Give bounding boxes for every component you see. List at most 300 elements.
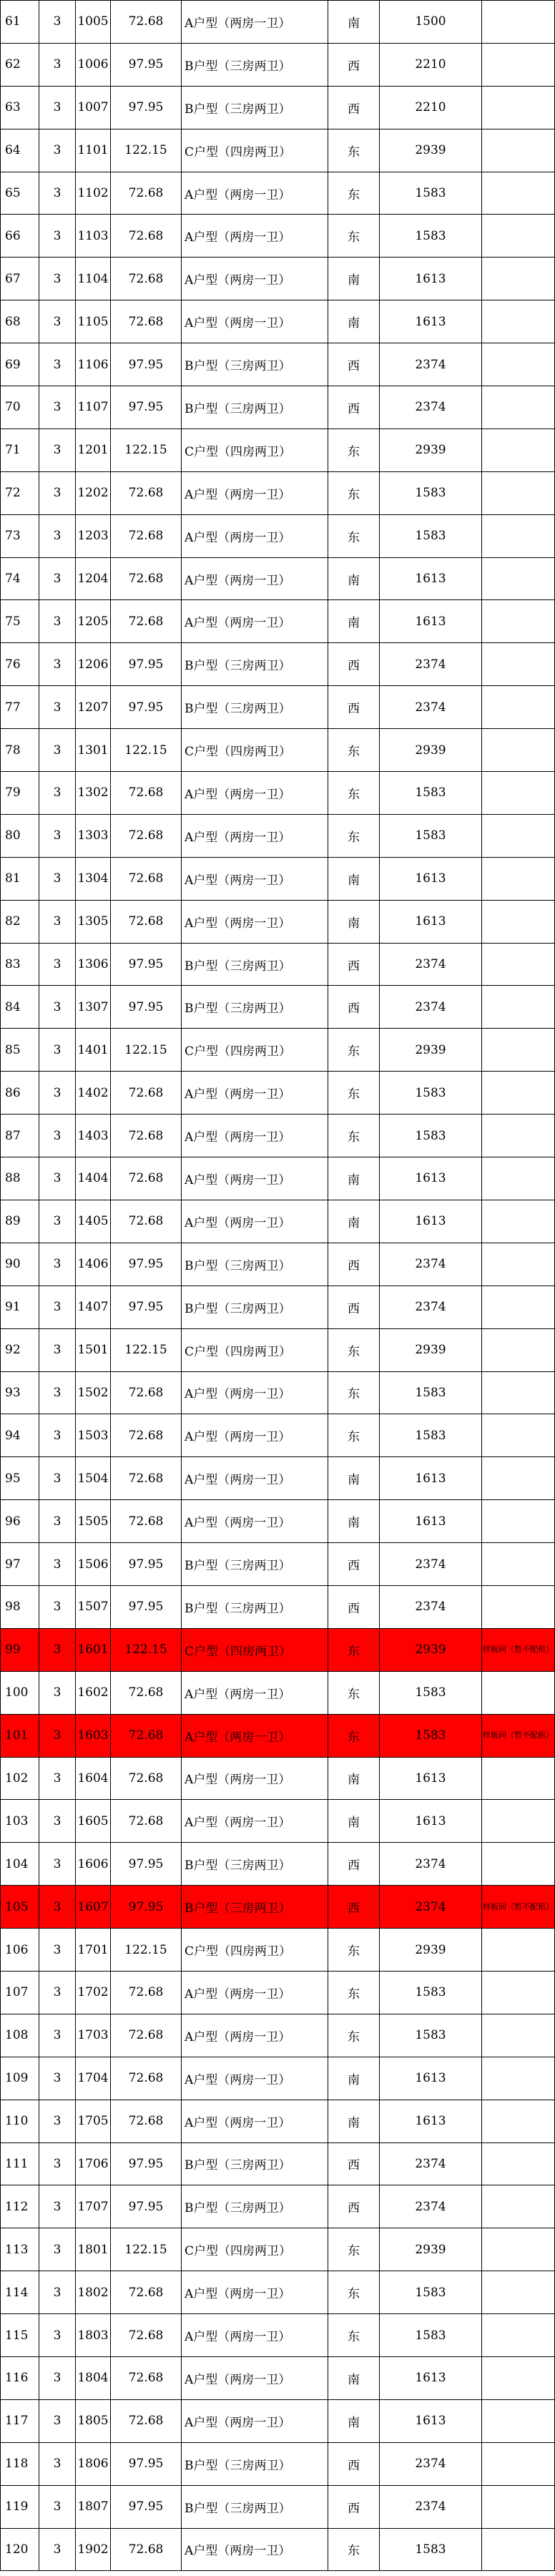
cell-note [482, 428, 555, 471]
cell-index: 117 [1, 2399, 39, 2442]
cell-area: 72.68 [111, 1200, 182, 1243]
cell-unit-type: A户型（两房一卫） [182, 1714, 328, 1757]
table-row [1, 300, 555, 343]
cell-building: 3 [39, 1457, 76, 1500]
cell-area: 72.68 [111, 2100, 182, 2142]
cell-index: 99 [1, 1628, 39, 1671]
cell-room: 1602 [76, 1671, 111, 1714]
cell-building: 3 [39, 986, 76, 1029]
cell-building: 3 [39, 1929, 76, 1972]
cell-building: 3 [39, 258, 76, 300]
cell-building: 3 [39, 2399, 76, 2442]
table-body [1, 1, 555, 2571]
cell-rent: 1583 [380, 814, 482, 857]
cell-room: 1403 [76, 1115, 111, 1157]
cell-room: 1705 [76, 2100, 111, 2142]
cell-note [482, 2485, 555, 2528]
cell-building: 3 [39, 1029, 76, 1072]
cell-orientation: 东 [328, 129, 380, 172]
cell-area: 72.68 [111, 1457, 182, 1500]
cell-index: 64 [1, 129, 39, 172]
cell-unit-type: B户型（三房两卫） [182, 643, 328, 686]
cell-orientation: 西 [328, 343, 380, 386]
cell-room: 1005 [76, 1, 111, 44]
cell-index: 82 [1, 900, 39, 943]
cell-building: 3 [39, 2356, 76, 2399]
cell-room: 1103 [76, 215, 111, 258]
cell-rent: 2374 [380, 643, 482, 686]
cell-note [482, 300, 555, 343]
cell-building: 3 [39, 643, 76, 686]
table-row [1, 986, 555, 1029]
cell-room: 1405 [76, 1200, 111, 1243]
cell-building: 3 [39, 1157, 76, 1200]
cell-index: 89 [1, 1200, 39, 1243]
cell-room: 1302 [76, 772, 111, 815]
cell-room: 1106 [76, 343, 111, 386]
cell-index: 109 [1, 2057, 39, 2100]
table-row [1, 2057, 555, 2100]
table-row [1, 1157, 555, 1200]
table-row [1, 1971, 555, 2014]
cell-index: 88 [1, 1157, 39, 1200]
cell-orientation: 西 [328, 1843, 380, 1886]
cell-orientation: 南 [328, 1800, 380, 1843]
cell-note [482, 43, 555, 86]
cell-unit-type: B户型（三房两卫） [182, 1285, 328, 1328]
cell-index: 80 [1, 814, 39, 857]
cell-area: 122.15 [111, 1029, 182, 1072]
table-row [1, 2528, 555, 2571]
cell-area: 72.68 [111, 1157, 182, 1200]
cell-note [482, 986, 555, 1029]
cell-note [482, 1157, 555, 1200]
cell-building: 3 [39, 1328, 76, 1371]
cell-area: 72.68 [111, 215, 182, 258]
cell-orientation: 南 [328, 1757, 380, 1800]
cell-room: 1306 [76, 943, 111, 986]
cell-note [482, 258, 555, 300]
cell-orientation: 南 [328, 557, 380, 600]
cell-room: 1902 [76, 2528, 111, 2571]
cell-note [482, 1200, 555, 1243]
cell-unit-type: A户型（两房一卫） [182, 1457, 328, 1500]
cell-area: 72.68 [111, 514, 182, 557]
cell-rent: 2374 [380, 1543, 482, 1586]
cell-room: 1801 [76, 2228, 111, 2271]
cell-orientation: 东 [328, 2314, 380, 2357]
cell-unit-type: A户型（两房一卫） [182, 2014, 328, 2057]
table-row [1, 2442, 555, 2485]
cell-unit-type: B户型（三房两卫） [182, 343, 328, 386]
cell-orientation: 南 [328, 258, 380, 300]
cell-unit-type: C户型（四房两卫） [182, 1029, 328, 1072]
table-row [1, 2228, 555, 2271]
cell-unit-type: B户型（三房两卫） [182, 686, 328, 729]
table-row [1, 43, 555, 86]
cell-area: 72.68 [111, 900, 182, 943]
cell-area: 72.68 [111, 2057, 182, 2100]
cell-area: 97.95 [111, 343, 182, 386]
cell-note [482, 643, 555, 686]
cell-orientation: 南 [328, 2057, 380, 2100]
cell-rent: 2939 [380, 428, 482, 471]
cell-building: 3 [39, 557, 76, 600]
cell-rent: 1583 [380, 2528, 482, 2571]
cell-note [482, 2314, 555, 2357]
cell-index: 92 [1, 1328, 39, 1371]
cell-index: 69 [1, 343, 39, 386]
cell-area: 97.95 [111, 1585, 182, 1628]
cell-room: 1406 [76, 1243, 111, 1285]
table-row [1, 2185, 555, 2228]
cell-unit-type: A户型（两房一卫） [182, 1115, 328, 1157]
cell-building: 3 [39, 1971, 76, 2014]
cell-room: 1402 [76, 1072, 111, 1115]
table-row [1, 2100, 555, 2142]
table-row [1, 2314, 555, 2357]
cell-room: 1704 [76, 2057, 111, 2100]
cell-index: 110 [1, 2100, 39, 2142]
cell-note [482, 1115, 555, 1157]
cell-index: 120 [1, 2528, 39, 2571]
cell-room: 1506 [76, 1543, 111, 1586]
cell-unit-type: A户型（两房一卫） [182, 1971, 328, 2014]
cell-orientation: 西 [328, 2442, 380, 2485]
cell-unit-type: B户型（三房两卫） [182, 2442, 328, 2485]
cell-unit-type: A户型（两房一卫） [182, 1371, 328, 1414]
table-row [1, 1115, 555, 1157]
cell-building: 3 [39, 343, 76, 386]
cell-area: 72.68 [111, 1371, 182, 1414]
cell-note [482, 1671, 555, 1714]
cell-rent: 2939 [380, 1929, 482, 1972]
cell-room: 1202 [76, 471, 111, 514]
table-row [1, 900, 555, 943]
cell-building: 3 [39, 471, 76, 514]
cell-index: 112 [1, 2185, 39, 2228]
cell-note [482, 2014, 555, 2057]
cell-room: 1205 [76, 600, 111, 643]
cell-area: 72.68 [111, 1072, 182, 1115]
cell-room: 1606 [76, 1843, 111, 1886]
cell-building: 3 [39, 2100, 76, 2142]
cell-building: 3 [39, 1285, 76, 1328]
cell-rent: 1583 [380, 2271, 482, 2314]
cell-rent: 1613 [380, 2057, 482, 2100]
table-row [1, 2485, 555, 2528]
cell-building: 3 [39, 1115, 76, 1157]
cell-room: 1304 [76, 857, 111, 900]
cell-orientation: 南 [328, 2399, 380, 2442]
cell-index: 85 [1, 1029, 39, 1072]
cell-unit-type: A户型（两房一卫） [182, 2528, 328, 2571]
table-row [1, 772, 555, 815]
cell-area: 72.68 [111, 1671, 182, 1714]
cell-rent: 1613 [380, 857, 482, 900]
cell-orientation: 南 [328, 600, 380, 643]
cell-unit-type: A户型（两房一卫） [182, 857, 328, 900]
cell-index: 81 [1, 857, 39, 900]
cell-room: 1604 [76, 1757, 111, 1800]
cell-room: 1701 [76, 1929, 111, 1972]
cell-room: 1503 [76, 1414, 111, 1457]
cell-rent: 2374 [380, 1285, 482, 1328]
table-row [1, 1328, 555, 1371]
cell-room: 1006 [76, 43, 111, 86]
cell-building: 3 [39, 1585, 76, 1628]
table-row [1, 1414, 555, 1457]
cell-index: 72 [1, 471, 39, 514]
cell-orientation: 南 [328, 1157, 380, 1200]
cell-room: 1806 [76, 2442, 111, 2485]
cell-area: 72.68 [111, 2271, 182, 2314]
cell-area: 97.95 [111, 2442, 182, 2485]
cell-index: 114 [1, 2271, 39, 2314]
cell-index: 76 [1, 643, 39, 686]
table-row [1, 129, 555, 172]
cell-area: 72.68 [111, 471, 182, 514]
cell-room: 1301 [76, 729, 111, 772]
cell-building: 3 [39, 2228, 76, 2271]
cell-room: 1201 [76, 428, 111, 471]
cell-rent: 2374 [380, 2442, 482, 2485]
table-row [1, 1628, 555, 1671]
cell-building: 3 [39, 1628, 76, 1671]
cell-index: 97 [1, 1543, 39, 1586]
cell-unit-type: B户型（三房两卫） [182, 1886, 328, 1929]
cell-unit-type: A户型（两房一卫） [182, 215, 328, 258]
cell-rent: 1583 [380, 772, 482, 815]
cell-area: 72.68 [111, 1414, 182, 1457]
cell-index: 98 [1, 1585, 39, 1628]
cell-index: 111 [1, 2142, 39, 2185]
cell-area: 97.95 [111, 86, 182, 129]
cell-index: 113 [1, 2228, 39, 2271]
cell-area: 72.68 [111, 2356, 182, 2399]
cell-orientation: 南 [328, 2100, 380, 2142]
cell-note [482, 2057, 555, 2100]
cell-index: 61 [1, 1, 39, 44]
cell-room: 1702 [76, 1971, 111, 2014]
cell-room: 1706 [76, 2142, 111, 2185]
cell-orientation: 东 [328, 2271, 380, 2314]
cell-unit-type: A户型（两房一卫） [182, 814, 328, 857]
cell-unit-type: B户型（三房两卫） [182, 1585, 328, 1628]
cell-rent: 1613 [380, 1757, 482, 1800]
cell-building: 3 [39, 2185, 76, 2228]
cell-unit-type: B户型（三房两卫） [182, 2185, 328, 2228]
cell-area: 72.68 [111, 857, 182, 900]
table-row [1, 471, 555, 514]
cell-orientation: 西 [328, 943, 380, 986]
table-row [1, 1757, 555, 1800]
cell-note [482, 2356, 555, 2399]
cell-rent: 2939 [380, 1029, 482, 1072]
cell-note [482, 1929, 555, 1972]
cell-unit-type: B户型（三房两卫） [182, 1843, 328, 1886]
cell-index: 70 [1, 386, 39, 429]
cell-area: 72.68 [111, 2528, 182, 2571]
cell-orientation: 东 [328, 2228, 380, 2271]
table-row [1, 2271, 555, 2314]
cell-rent: 1583 [380, 172, 482, 215]
cell-area: 72.68 [111, 258, 182, 300]
table-row [1, 1200, 555, 1243]
cell-unit-type: C户型（四房两卫） [182, 2228, 328, 2271]
cell-unit-type: A户型（两房一卫） [182, 2271, 328, 2314]
cell-orientation: 东 [328, 1328, 380, 1371]
cell-rent: 1613 [380, 2356, 482, 2399]
cell-building: 3 [39, 2271, 76, 2314]
cell-unit-type: A户型（两房一卫） [182, 1200, 328, 1243]
cell-orientation: 西 [328, 1285, 380, 1328]
cell-orientation: 东 [328, 1929, 380, 1972]
cell-building: 3 [39, 1671, 76, 1714]
cell-building: 3 [39, 1371, 76, 1414]
cell-unit-type: C户型（四房两卫） [182, 428, 328, 471]
cell-building: 3 [39, 1757, 76, 1800]
cell-room: 1307 [76, 986, 111, 1029]
table-row [1, 343, 555, 386]
cell-unit-type: B户型（三房两卫） [182, 386, 328, 429]
cell-area: 72.68 [111, 300, 182, 343]
table-row [1, 2014, 555, 2057]
cell-note [482, 1328, 555, 1371]
cell-rent: 2939 [380, 2228, 482, 2271]
cell-building: 3 [39, 1886, 76, 1929]
cell-rent: 2374 [380, 1843, 482, 1886]
cell-note [482, 2228, 555, 2271]
cell-rent: 1583 [380, 1115, 482, 1157]
cell-orientation: 东 [328, 215, 380, 258]
cell-rent: 1613 [380, 300, 482, 343]
cell-rent: 1613 [380, 2100, 482, 2142]
cell-area: 97.95 [111, 686, 182, 729]
cell-room: 1206 [76, 643, 111, 686]
cell-orientation: 东 [328, 1628, 380, 1671]
cell-area: 72.68 [111, 772, 182, 815]
cell-rent: 2374 [380, 2485, 482, 2528]
cell-building: 3 [39, 2014, 76, 2057]
cell-note [482, 2100, 555, 2142]
cell-note [482, 1971, 555, 2014]
cell-orientation: 南 [328, 1457, 380, 1500]
cell-index: 95 [1, 1457, 39, 1500]
cell-room: 1102 [76, 172, 111, 215]
cell-area: 72.68 [111, 557, 182, 600]
cell-index: 79 [1, 772, 39, 815]
cell-unit-type: C户型（四房两卫） [182, 729, 328, 772]
cell-note [482, 1757, 555, 1800]
cell-index: 74 [1, 557, 39, 600]
cell-building: 3 [39, 729, 76, 772]
cell-unit-type: A户型（两房一卫） [182, 1757, 328, 1800]
cell-orientation: 东 [328, 1371, 380, 1414]
cell-room: 1104 [76, 258, 111, 300]
cell-index: 65 [1, 172, 39, 215]
cell-building: 3 [39, 43, 76, 86]
cell-index: 108 [1, 2014, 39, 2057]
cell-rent: 1583 [380, 1971, 482, 2014]
cell-room: 1607 [76, 1886, 111, 1929]
cell-building: 3 [39, 1543, 76, 1586]
cell-building: 3 [39, 514, 76, 557]
cell-note [482, 1285, 555, 1328]
cell-room: 1805 [76, 2399, 111, 2442]
cell-unit-type: A户型（两房一卫） [182, 1, 328, 44]
cell-building: 3 [39, 1714, 76, 1757]
cell-building: 3 [39, 600, 76, 643]
cell-index: 77 [1, 686, 39, 729]
cell-room: 1407 [76, 1285, 111, 1328]
table-row [1, 1029, 555, 1072]
cell-rent: 2374 [380, 686, 482, 729]
cell-orientation: 东 [328, 1414, 380, 1457]
cell-index: 94 [1, 1414, 39, 1457]
cell-building: 3 [39, 215, 76, 258]
cell-orientation: 东 [328, 471, 380, 514]
cell-rent: 2210 [380, 86, 482, 129]
cell-index: 103 [1, 1800, 39, 1843]
cell-orientation: 西 [328, 1543, 380, 1586]
cell-orientation: 东 [328, 172, 380, 215]
cell-index: 93 [1, 1371, 39, 1414]
cell-orientation: 东 [328, 1714, 380, 1757]
cell-area: 72.68 [111, 2399, 182, 2442]
cell-room: 1204 [76, 557, 111, 600]
cell-index: 90 [1, 1243, 39, 1285]
cell-area: 122.15 [111, 2228, 182, 2271]
cell-unit-type: A户型（两房一卫） [182, 1500, 328, 1543]
cell-orientation: 南 [328, 857, 380, 900]
cell-rent: 2374 [380, 943, 482, 986]
cell-orientation: 西 [328, 643, 380, 686]
cell-rent: 2210 [380, 43, 482, 86]
cell-note [482, 215, 555, 258]
table-row [1, 1671, 555, 1714]
cell-index: 100 [1, 1671, 39, 1714]
cell-orientation: 东 [328, 814, 380, 857]
cell-rent: 2374 [380, 1585, 482, 1628]
cell-building: 3 [39, 814, 76, 857]
cell-rent: 2374 [380, 386, 482, 429]
cell-rent: 1583 [380, 1414, 482, 1457]
cell-index: 84 [1, 986, 39, 1029]
cell-orientation: 南 [328, 2356, 380, 2399]
cell-unit-type: A户型（两房一卫） [182, 1671, 328, 1714]
cell-unit-type: A户型（两房一卫） [182, 1072, 328, 1115]
cell-building: 3 [39, 1843, 76, 1886]
cell-building: 3 [39, 943, 76, 986]
cell-rent: 2374 [380, 1243, 482, 1285]
cell-note [482, 2271, 555, 2314]
cell-room: 1305 [76, 900, 111, 943]
table-row [1, 172, 555, 215]
cell-area: 97.95 [111, 643, 182, 686]
cell-note [482, 1414, 555, 1457]
cell-area: 97.95 [111, 1285, 182, 1328]
cell-room: 1502 [76, 1371, 111, 1414]
cell-room: 1803 [76, 2314, 111, 2357]
table-row [1, 1072, 555, 1115]
cell-rent: 1613 [380, 1800, 482, 1843]
cell-unit-type: B户型（三房两卫） [182, 86, 328, 129]
cell-index: 116 [1, 2356, 39, 2399]
cell-room: 1207 [76, 686, 111, 729]
cell-unit-type: A户型（两房一卫） [182, 557, 328, 600]
table-row [1, 1714, 555, 1757]
